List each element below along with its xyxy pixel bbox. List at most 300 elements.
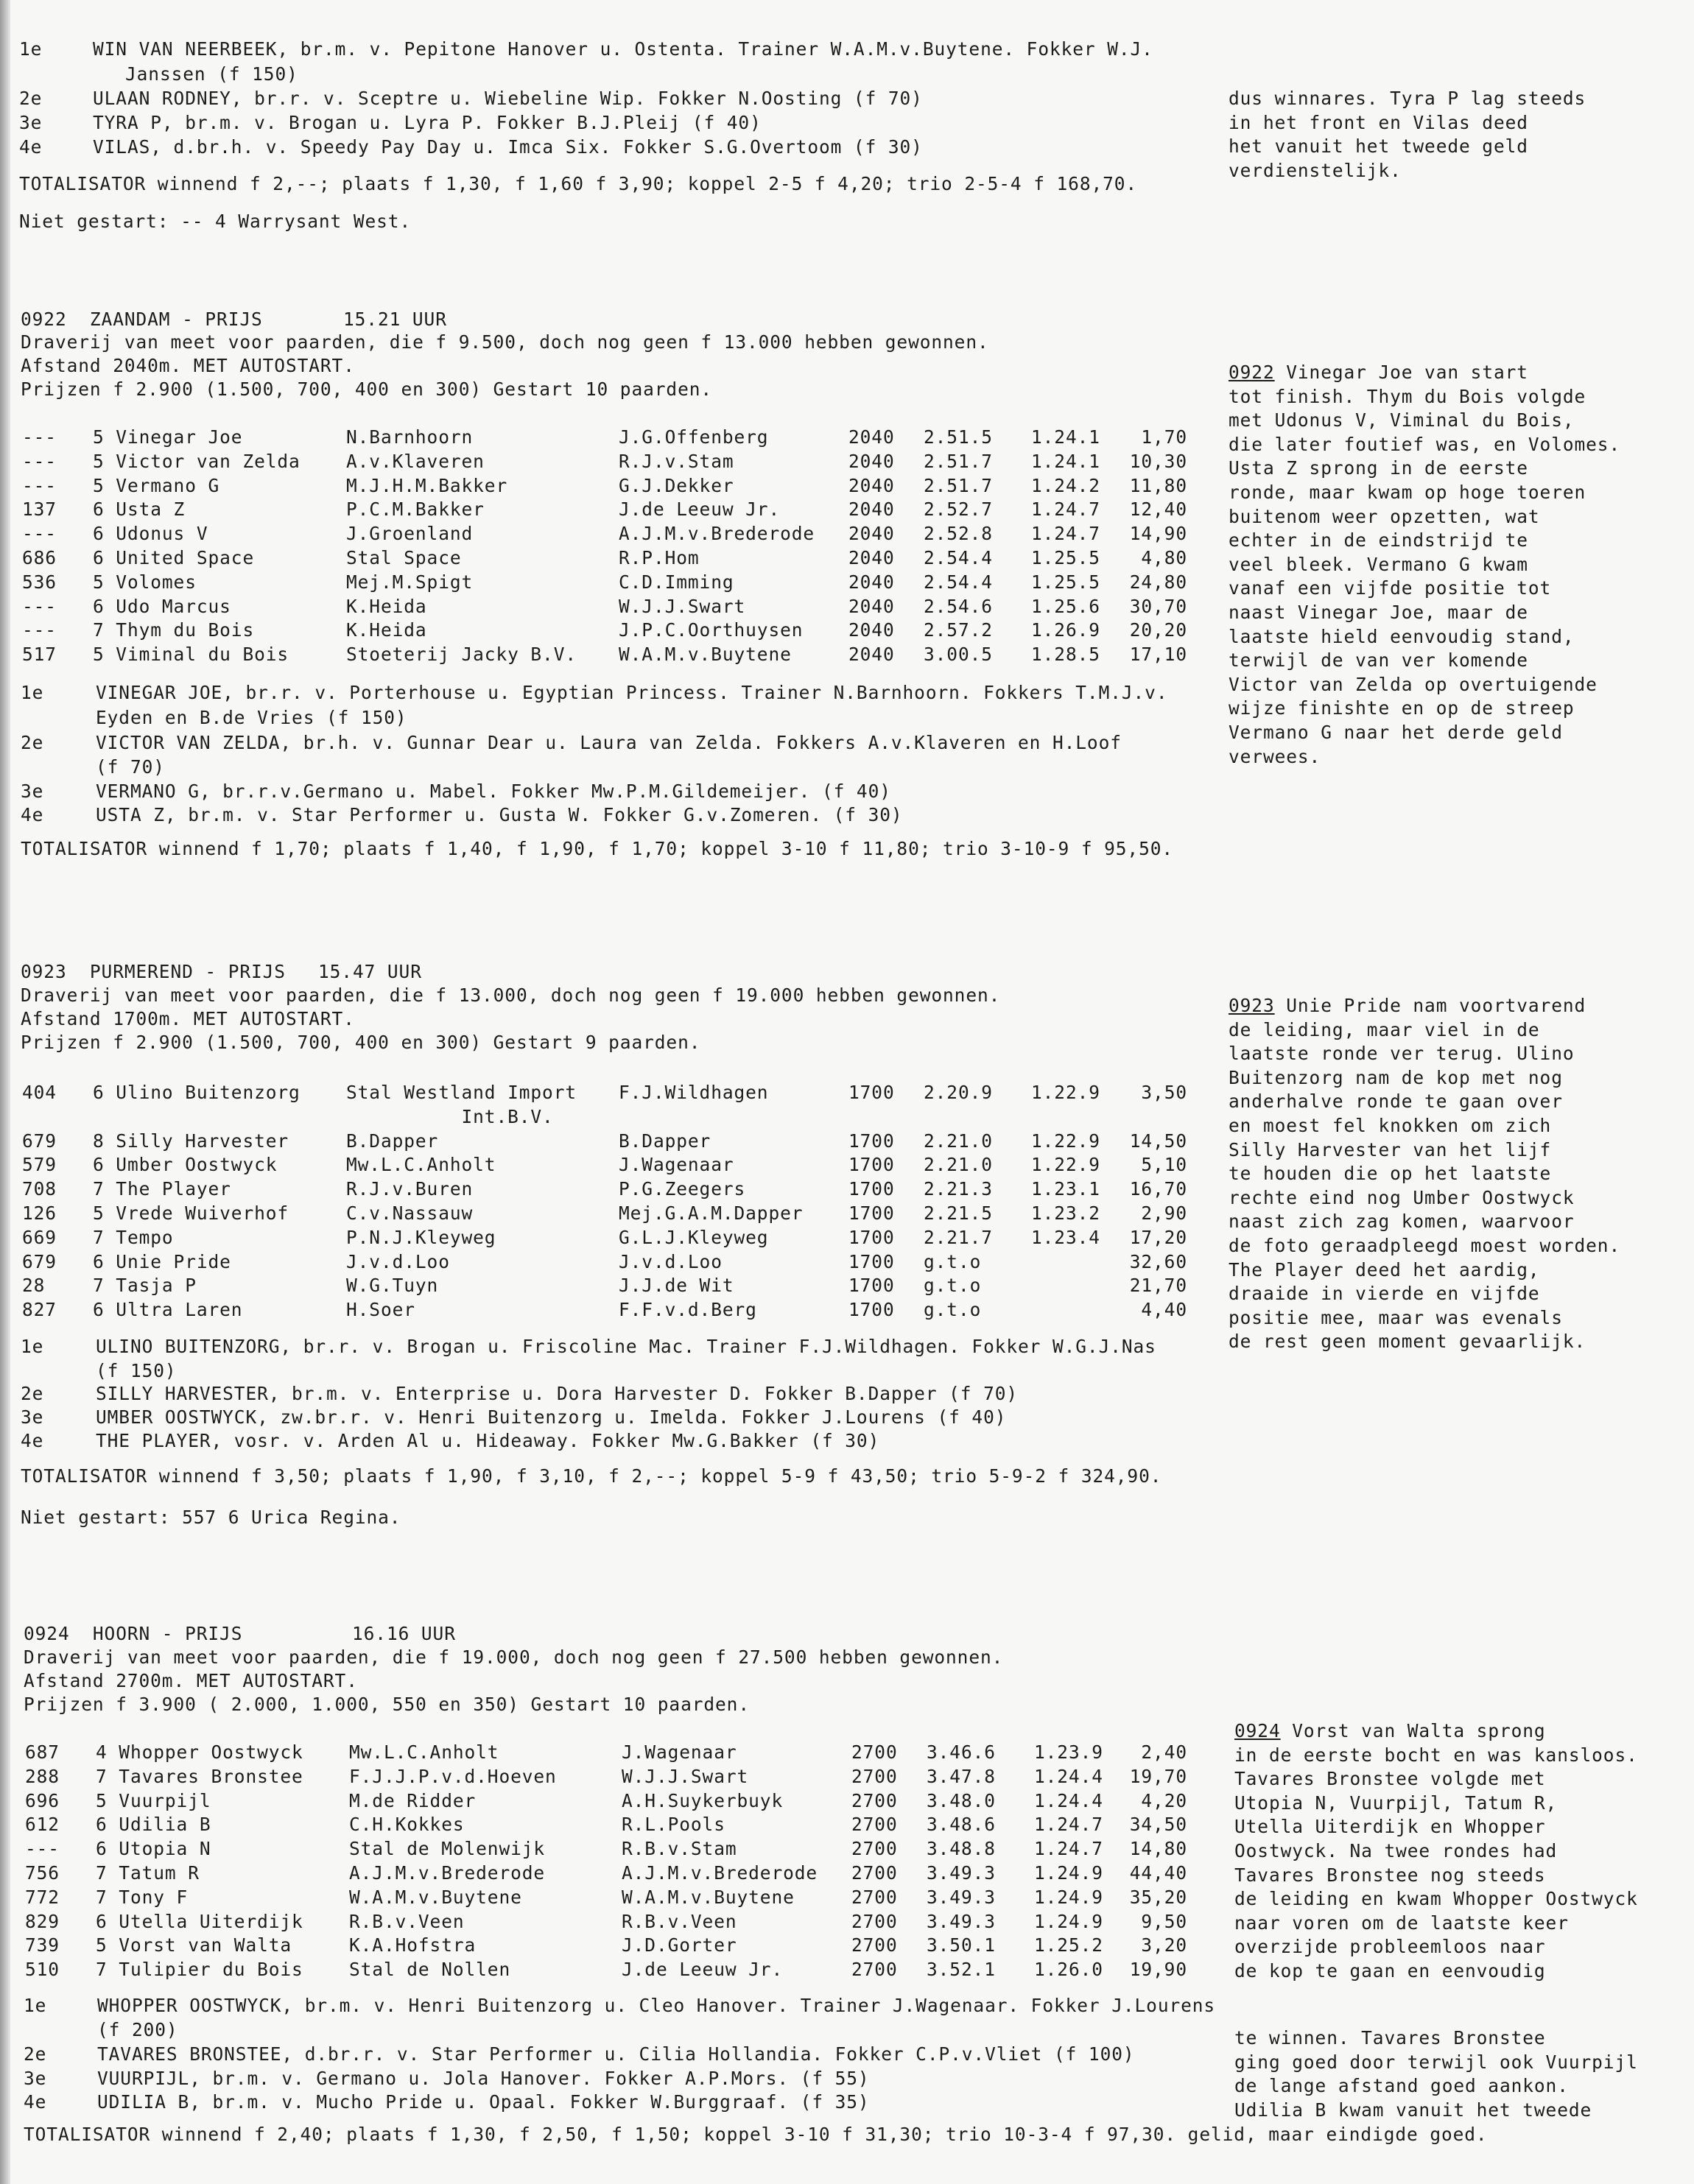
cell-driver: R.B.v.Veen (622, 1910, 737, 1932)
cell-km-time: 1.25.6 (1031, 595, 1100, 617)
cell-total-time: 3.50.1 (927, 1934, 996, 1956)
table-row (22, 1226, 1187, 1250)
table-row (22, 1081, 1187, 1105)
cell-odds: 20,20 (1129, 619, 1187, 641)
placing-pos: 3e (24, 2068, 47, 2089)
table-row (25, 1934, 1187, 1958)
results-table (22, 1081, 1187, 1322)
race-conditions: Draverij van meet voor paarden, die f 9.500, doch nog geen f 13.000 hebben gewonnen. (21, 331, 989, 353)
table-row (22, 1105, 1187, 1130)
cell-horse: 5 Viminal du Bois (93, 644, 289, 666)
cell-km-time: 1.24.7 (1031, 523, 1100, 545)
cell-km-time: 1.25.5 (1031, 546, 1100, 568)
cell-reg-number: 288 (25, 1765, 60, 1787)
placing-text: TYRA P, br.m. v. Brogan u. Lyra P. Fokker B.J.Pleij (f 40) (93, 112, 762, 133)
table-row (25, 1813, 1187, 1837)
cell-distance: 2700 (851, 1741, 898, 1763)
cell-driver: J.P.C.Oorthuysen (619, 619, 804, 641)
cell-distance: 2700 (851, 1765, 898, 1787)
table-row (22, 450, 1187, 474)
table-row (22, 1202, 1187, 1226)
cell-total-time: 3.52.1 (927, 1959, 996, 1981)
cell-total-time: 2.21.0 (924, 1130, 993, 1152)
cell-distance: 2040 (848, 523, 895, 545)
cell-driver: C.D.Imming (619, 571, 734, 593)
cell-horse: 5 Volomes (93, 571, 197, 593)
placing-pos: 4e (24, 2091, 47, 2113)
cell-total-time: g.t.o (924, 1275, 982, 1297)
cell-odds: 5,10 (1141, 1154, 1187, 1176)
cell-distance: 2040 (848, 571, 895, 593)
placing-text: ULAAN RODNEY, br.r. v. Sceptre u. Wiebeline Wip. Fokker N.Oosting (f 70) (93, 88, 923, 109)
cell-reg-number: 137 (22, 499, 57, 521)
cell-total-time: 3.00.5 (924, 644, 993, 666)
cell-owner: B.Dapper (346, 1130, 439, 1152)
cell-distance: 1700 (848, 1178, 895, 1200)
cell-owner: K.Heida (346, 619, 427, 641)
cell-km-time: 1.25.2 (1034, 1934, 1103, 1956)
cell-km-time: 1.24.4 (1034, 1789, 1103, 1811)
cell-owner: H.Soer (346, 1299, 415, 1321)
cell-total-time: 2.51.7 (924, 474, 993, 496)
cell-total-time: 2.20.9 (924, 1082, 993, 1103)
placing-text: THE PLAYER, vosr. v. Arden Al u. Hideaway. Fokker Mw.G.Bakker (f 30) (96, 1430, 880, 1451)
cell-owner: J.Groenland (346, 523, 474, 545)
cell-driver: R.B.v.Stam (622, 1838, 737, 1860)
cell-reg-number: 579 (22, 1154, 57, 1176)
cell-km-time: 1.23.1 (1031, 1178, 1100, 1200)
cell-horse: 4 Whopper Oostwyck (96, 1741, 303, 1763)
cell-reg-number: --- (22, 450, 57, 472)
cell-total-time: 3.46.6 (927, 1741, 996, 1763)
cell-owner: Stal Space (346, 546, 462, 568)
cell-owner: P.N.J.Kleyweg (346, 1226, 496, 1248)
cell-horse: 5 Vermano G (93, 474, 220, 496)
table-row (25, 1741, 1187, 1765)
cell-total-time: 3.47.8 (927, 1765, 996, 1787)
cell-reg-number: 827 (22, 1299, 57, 1321)
cell-distance: 1700 (848, 1154, 895, 1176)
cell-reg-number: 679 (22, 1130, 57, 1152)
cell-km-time: 1.23.2 (1031, 1202, 1100, 1224)
cell-reg-number: 829 (25, 1910, 60, 1932)
cell-owner: W.A.M.v.Buytene (349, 1886, 522, 1908)
cell-owner: Stal Westland Import (346, 1082, 577, 1103)
placing-text: VICTOR VAN ZELDA, br.h. v. Gunnar Dear u. Laura van Zelda. Fokkers A.v.Klaveren en H.Loof (96, 732, 1122, 753)
placing-text-cont: Eyden en B.de Vries (f 150) (96, 707, 407, 728)
cell-driver: J.G.Offenberg (619, 426, 769, 448)
cell-owner: Stal de Molenwijk (349, 1838, 546, 1860)
cell-odds: 9,50 (1141, 1910, 1187, 1932)
cell-driver: R.J.v.Stam (619, 450, 734, 472)
placing-pos: 4e (21, 1430, 44, 1451)
cell-distance: 2700 (851, 1838, 898, 1860)
cell-owner: N.Barnhoorn (346, 426, 474, 448)
cell-driver: F.F.v.d.Berg (619, 1299, 757, 1321)
cell-horse: 8 Silly Harvester (93, 1130, 289, 1152)
cell-horse: 6 Udilia B (96, 1814, 211, 1836)
race-prizes: Prijzen f 2.900 (1.500, 700, 400 en 300) Gestart 10 paarden. (21, 378, 713, 400)
cell-horse: 6 Udonus V (93, 523, 208, 545)
cell-odds: 14,80 (1129, 1838, 1187, 1860)
cell-total-time: 2.21.3 (924, 1178, 993, 1200)
cell-horse: 5 Vorst van Walta (96, 1934, 292, 1956)
cell-distance: 2040 (848, 595, 895, 617)
table-row (22, 426, 1187, 450)
table-row (25, 1910, 1187, 1934)
cell-total-time: 2.21.0 (924, 1154, 993, 1176)
commentary-race-number: 0923 (1229, 995, 1275, 1016)
cell-reg-number: --- (22, 595, 57, 617)
cell-odds: 19,90 (1129, 1959, 1187, 1981)
cell-horse: 6 United Space (93, 546, 255, 568)
cell-km-time: 1.24.9 (1034, 1886, 1103, 1908)
cell-odds: 16,70 (1129, 1178, 1187, 1200)
cell-reg-number: 612 (25, 1814, 60, 1836)
cell-driver: R.P.Hom (619, 546, 700, 568)
placing-text: UMBER OOSTWYCK, zw.br.r. v. Henri Buitenzorg u. Imelda. Fokker J.Lourens (f 40) (96, 1406, 1007, 1428)
cell-driver: B.Dapper (619, 1130, 711, 1152)
cell-owner: M.J.H.M.Bakker (346, 474, 508, 496)
placing-text: VINEGAR JOE, br.r. v. Porterhouse u. Egyptian Princess. Trainer N.Barnhoorn. Fokkers T.M.J.v. (96, 682, 1168, 703)
cell-distance: 1700 (848, 1130, 895, 1152)
cell-total-time: 2.51.5 (924, 426, 993, 448)
cell-odds: 3,50 (1141, 1082, 1187, 1103)
placing-text-cont: (f 150) (96, 1360, 177, 1381)
cell-horse: 5 Vuurpijl (96, 1789, 211, 1811)
cell-odds: 44,40 (1129, 1861, 1187, 1884)
table-row (22, 1250, 1187, 1275)
cell-owner: Mw.L.C.Anholt (349, 1741, 499, 1763)
placing-pos: 3e (19, 112, 43, 133)
cell-km-time: 1.24.7 (1031, 499, 1100, 521)
placing-text-cont: (f 200) (97, 2019, 178, 2040)
table-row (25, 1837, 1187, 1861)
race-distance: Afstand 2700m. MET AUTOSTART. (24, 1670, 358, 1691)
cell-driver: J.v.d.Loo (619, 1250, 723, 1272)
cell-total-time: 3.48.8 (927, 1838, 996, 1860)
cell-distance: 2700 (851, 1886, 898, 1908)
placing-pos: 3e (21, 1406, 44, 1428)
placing-pos: 2e (21, 1383, 44, 1404)
cell-owner: A.J.M.v.Brederode (349, 1861, 546, 1884)
cell-horse: 6 Unie Pride (93, 1250, 231, 1272)
cell-owner: M.de Ridder (349, 1789, 477, 1811)
cell-driver: J.Wagenaar (619, 1154, 734, 1176)
cell-odds: 1,70 (1141, 426, 1187, 448)
placing-text: USTA Z, br.m. v. Star Performer u. Gusta W. Fokker G.v.Zomeren. (f 30) (96, 804, 903, 825)
table-row (22, 1274, 1187, 1298)
not-started-line: Niet gestart: 557 6 Urica Regina. (21, 1507, 401, 1528)
cell-distance: 1700 (848, 1226, 895, 1248)
cell-horse: 7 Tempo (93, 1226, 174, 1248)
cell-reg-number: 28 (22, 1275, 46, 1297)
race-title: 0923 PURMEREND - PRIJS (21, 961, 286, 982)
cell-reg-number: --- (22, 523, 57, 545)
cell-odds: 14,90 (1129, 523, 1187, 545)
cell-km-time: 1.22.9 (1031, 1154, 1100, 1176)
cell-odds: 21,70 (1129, 1275, 1187, 1297)
cell-km-time: 1.23.9 (1034, 1741, 1103, 1763)
table-row (22, 1130, 1187, 1154)
cell-total-time: 2.52.7 (924, 499, 993, 521)
table-row (25, 1958, 1187, 1982)
cell-owner: R.B.v.Veen (349, 1910, 465, 1932)
race-title: 0922 ZAANDAM - PRIJS (21, 309, 263, 330)
cell-odds: 35,20 (1129, 1886, 1187, 1908)
cell-odds: 10,30 (1129, 450, 1187, 472)
cell-distance: 2700 (851, 1861, 898, 1884)
cell-reg-number: 669 (22, 1226, 57, 1248)
cell-km-time: 1.26.0 (1034, 1959, 1103, 1981)
cell-reg-number: --- (25, 1838, 60, 1860)
cell-reg-number: 686 (22, 546, 57, 568)
cell-total-time: 2.57.2 (924, 619, 993, 641)
cell-horse: 5 Victor van Zelda (93, 450, 301, 472)
cell-km-time: 1.28.5 (1031, 644, 1100, 666)
cell-distance: 2700 (851, 1814, 898, 1836)
race-conditions: Draverij van meet voor paarden, die f 13.000, doch nog geen f 19.000 hebben gewonnen. (21, 984, 1001, 1006)
race-prizes: Prijzen f 2.900 (1.500, 700, 400 en 300) Gestart 9 paarden. (21, 1032, 701, 1053)
cell-reg-number: 536 (22, 571, 57, 593)
cell-distance: 1700 (848, 1250, 895, 1272)
cell-km-time: 1.24.2 (1031, 474, 1100, 496)
cell-odds: 14,50 (1129, 1130, 1187, 1152)
cell-reg-number: 708 (22, 1178, 57, 1200)
cell-owner: J.v.d.Loo (346, 1250, 450, 1272)
race-commentary-continued: te winnen. Tavares Bronstee ging goed door terwijl ook Vuurpijl de lange afstand goed aankon. Udilia B kwam vanuit het tweede (1234, 2027, 1638, 2121)
cell-odds: 17,10 (1129, 644, 1187, 666)
cell-distance: 1700 (848, 1275, 895, 1297)
table-row (22, 1153, 1187, 1177)
race-commentary (1234, 1719, 1638, 1984)
cell-driver: G.L.J.Kleyweg (619, 1226, 769, 1248)
race-title: 0924 HOORN - PRIJS (24, 1623, 243, 1644)
cell-km-time: 1.23.4 (1031, 1226, 1100, 1248)
cell-odds: 32,60 (1129, 1250, 1187, 1272)
table-row (22, 1298, 1187, 1322)
cell-owner: R.J.v.Buren (346, 1178, 474, 1200)
cell-odds: 4,80 (1141, 546, 1187, 568)
cell-driver: W.A.M.v.Buytene (619, 644, 792, 666)
cell-horse: 7 Tavares Bronstee (96, 1765, 303, 1787)
race-distance: Afstand 2040m. MET AUTOSTART. (21, 355, 355, 376)
table-row (22, 498, 1187, 522)
cell-total-time: 2.54.4 (924, 571, 993, 593)
table-row (22, 1177, 1187, 1202)
cell-reg-number: 687 (25, 1741, 60, 1763)
cell-driver: W.J.J.Swart (622, 1765, 749, 1787)
cell-reg-number: --- (22, 619, 57, 641)
cell-driver: J.de Leeuw Jr. (619, 499, 781, 521)
cell-odds: 3,20 (1141, 1934, 1187, 1956)
table-row (22, 474, 1187, 499)
race-time: 15.47 UUR (318, 961, 422, 982)
cell-odds: 4,20 (1141, 1789, 1187, 1811)
cell-odds: 12,40 (1129, 499, 1187, 521)
cell-reg-number: 510 (25, 1959, 60, 1981)
race-distance: Afstand 1700m. MET AUTOSTART. (21, 1008, 355, 1029)
cell-reg-number: 772 (25, 1886, 60, 1908)
placing-text: VILAS, d.br.h. v. Speedy Pay Day u. Imca Six. Fokker S.G.Overtoom (f 30) (93, 136, 923, 158)
cell-odds: 2,40 (1141, 1741, 1187, 1763)
cell-total-time: 3.48.0 (927, 1789, 996, 1811)
cell-total-time: 3.49.3 (927, 1886, 996, 1908)
totalisator-line: TOTALISATOR winnend f 1,70; plaats f 1,40, f 1,90, f 1,70; koppel 3-10 f 11,80; trio 3-10-9 f 95,50. (21, 838, 1174, 859)
not-started-line: Niet gestart: -- 4 Warrysant West. (19, 211, 412, 232)
cell-driver: G.J.Dekker (619, 474, 734, 496)
totalisator-line: TOTALISATOR winnend f 2,40; plaats f 1,30, f 2,50, f 1,50; koppel 3-10 f 31,30; trio 10-3-4 f 97,30. gelid, maar eindigde goed. (24, 2124, 1488, 2145)
cell-total-time: 3.48.6 (927, 1814, 996, 1836)
cell-total-time: 2.21.5 (924, 1202, 993, 1224)
table-row (25, 1765, 1187, 1789)
cell-km-time: 1.25.5 (1031, 571, 1100, 593)
cell-driver: W.A.M.v.Buytene (622, 1886, 795, 1908)
cell-horse: 7 Tulipier du Bois (96, 1959, 303, 1981)
placing-pos: 1e (21, 1336, 44, 1357)
race-conditions: Draverij van meet voor paarden, die f 19.000, doch nog geen f 27.500 hebben gewonnen. (24, 1646, 1004, 1668)
cell-driver: Mej.G.A.M.Dapper (619, 1202, 804, 1224)
cell-km-time: 1.24.7 (1034, 1838, 1103, 1860)
cell-km-time: 1.22.9 (1031, 1082, 1100, 1103)
placing-pos: 4e (21, 804, 44, 825)
placing-pos: 3e (21, 781, 44, 802)
cell-owner: Stal de Nollen (349, 1959, 511, 1981)
cell-driver: A.H.Suykerbuyk (622, 1789, 784, 1811)
totalisator-line: TOTALISATOR winnend f 3,50; plaats f 1,90, f 3,10, f 2,--; koppel 5-9 f 43,50; trio 5-9-2 f 324,90. (21, 1465, 1162, 1487)
cell-horse: 7 Tony F (96, 1886, 189, 1908)
placing-text: UDILIA B, br.m. v. Mucho Pride u. Opaal. Fokker W.Burggraaf. (f 35) (97, 2091, 870, 2113)
cell-total-time: 2.54.4 (924, 546, 993, 568)
page-scan-edge (0, 0, 10, 2184)
cell-owner: K.A.Hofstra (349, 1934, 477, 1956)
placing-pos: 4e (19, 136, 43, 158)
race-commentary: dus winnares. Tyra P lag steeds in het front en Vilas deed het vanuit het tweede geld verdienstelijk. (1229, 88, 1586, 181)
cell-driver: W.J.J.Swart (619, 595, 746, 617)
cell-total-time: g.t.o (924, 1250, 982, 1272)
race-prizes: Prijzen f 3.900 ( 2.000, 1.000, 550 en 350) Gestart 10 paarden. (24, 1694, 750, 1715)
cell-total-time: 2.51.7 (924, 450, 993, 472)
cell-km-time: 1.22.9 (1031, 1130, 1100, 1152)
cell-horse: 6 Udo Marcus (93, 595, 231, 617)
cell-driver: J.de Leeuw Jr. (622, 1959, 784, 1981)
results-table (25, 1741, 1187, 1982)
cell-odds: 4,40 (1141, 1299, 1187, 1321)
placing-pos: 2e (21, 732, 44, 753)
cell-distance: 2700 (851, 1934, 898, 1956)
placing-text: SILLY HARVESTER, br.m. v. Enterprise u. Dora Harvester D. Fokker B.Dapper (f 70) (96, 1383, 1019, 1404)
cell-horse: 5 Vinegar Joe (93, 426, 243, 448)
cell-distance: 2040 (848, 644, 895, 666)
cell-reg-number: 696 (25, 1789, 60, 1811)
cell-reg-number: 739 (25, 1934, 60, 1956)
cell-km-time: 1.26.9 (1031, 619, 1100, 641)
placing-pos: 1e (24, 1995, 47, 2016)
cell-total-time: 3.49.3 (927, 1910, 996, 1932)
commentary-race-number: 0924 (1234, 1720, 1281, 1741)
cell-km-time: 1.24.1 (1031, 426, 1100, 448)
cell-distance: 2040 (848, 499, 895, 521)
cell-distance: 1700 (848, 1082, 895, 1103)
race-commentary (1229, 361, 1620, 769)
placing-pos: 1e (21, 682, 44, 703)
cell-driver: R.L.Pools (622, 1814, 725, 1836)
cell-owner: C.H.Kokkes (349, 1814, 465, 1836)
cell-total-time: 2.54.6 (924, 595, 993, 617)
cell-owner: Stoeterij Jacky B.V. (346, 644, 577, 666)
cell-horse: 6 Utella Uiterdijk (96, 1910, 303, 1932)
cell-km-time: 1.24.1 (1031, 450, 1100, 472)
cell-reg-number: 126 (22, 1202, 57, 1224)
table-row (25, 1789, 1187, 1814)
cell-reg-number: --- (22, 474, 57, 496)
cell-distance: 2700 (851, 1959, 898, 1981)
cell-distance: 2700 (851, 1789, 898, 1811)
race-time: 16.16 UUR (352, 1623, 456, 1644)
cell-owner: Mw.L.C.Anholt (346, 1154, 496, 1176)
cell-total-time: 2.52.8 (924, 523, 993, 545)
cell-horse: 6 Umber Oostwyck (93, 1154, 278, 1176)
cell-total-time: 3.49.3 (927, 1861, 996, 1884)
cell-km-time: 1.24.4 (1034, 1765, 1103, 1787)
cell-reg-number: 756 (25, 1861, 60, 1884)
cell-owner: Mej.M.Spigt (346, 571, 474, 593)
race-commentary (1229, 994, 1620, 1354)
cell-distance: 1700 (848, 1299, 895, 1321)
cell-horse: 6 Usta Z (93, 499, 186, 521)
cell-distance: 2700 (851, 1910, 898, 1932)
cell-reg-number: 517 (22, 644, 57, 666)
cell-distance: 2040 (848, 426, 895, 448)
placing-text: ULINO BUITENZORG, br.r. v. Brogan u. Friscoline Mac. Trainer F.J.Wildhagen. Fokker W.G.J.Nas (96, 1336, 1156, 1357)
cell-driver: A.J.M.v.Brederode (619, 523, 815, 545)
cell-horse: 7 Thym du Bois (93, 619, 255, 641)
commentary-text: Unie Pride nam voortvarend de leiding, maar viel in de laatste ronde ver terug. Ulino Buitenzorg nam de kop met nog anderhalve ronde te gaan over en moest fel knokken om zich Silly Harvester van het lijf te houden die op het laatste rechte eind nog Umber Oostwyck naast zich zag komen, waarvoor de foto geraadpleegd moest worden. The Player deed het aardig, draaide in vierde en vijfde positie mee, maar was evenals de rest geen moment gevaarlijk. (1229, 995, 1621, 1353)
placing-pos: 1e (19, 38, 43, 60)
placing-text-cont: Janssen (f 150) (125, 63, 298, 85)
cell-odds: 11,80 (1129, 474, 1187, 496)
cell-horse: 6 Ultra Laren (93, 1299, 243, 1321)
commentary-race-number: 0922 (1229, 362, 1275, 383)
table-row (25, 1886, 1187, 1910)
cell-distance: 2040 (848, 546, 895, 568)
cell-odds: 19,70 (1129, 1765, 1187, 1787)
cell-horse: 7 The Player (93, 1178, 231, 1200)
cell-driver: J.Wagenaar (622, 1741, 737, 1763)
cell-odds: 30,70 (1129, 595, 1187, 617)
cell-distance: 2040 (848, 450, 895, 472)
cell-horse: 5 Vrede Wuiverhof (93, 1202, 289, 1224)
cell-odds: 2,90 (1141, 1202, 1187, 1224)
cell-owner: A.v.Klaveren (346, 450, 485, 472)
placing-text: VUURPIJL, br.m. v. Germano u. Jola Hanover. Fokker A.P.Mors. (f 55) (97, 2068, 870, 2089)
cell-odds: 24,80 (1129, 571, 1187, 593)
table-row (22, 643, 1187, 667)
totalisator-line: TOTALISATOR winnend f 2,--; plaats f 1,30, f 1,60 f 3,90; koppel 2-5 f 4,20; trio 2-5-4 f 168,70. (19, 173, 1138, 194)
cell-driver: F.J.Wildhagen (619, 1082, 769, 1103)
cell-reg-number: --- (22, 426, 57, 448)
table-row (22, 619, 1187, 643)
commentary-text: Vinegar Joe van start tot finish. Thym du Bois volgde met Udonus V, Viminal du Bois, die later foutief was, en Volomes. Usta Z sprong in de eerste ronde, maar kwam op hoge toeren buitenom weer opzetten, wat echter in de eindstrijd te veel bleek. Vermano G kwam vanaf een vijfde positie tot naast Vinegar Joe, maar de laatste hield eenvoudig stand, terwijl de van ver komende Victor van Zelda op overtuigende wijze finishte en op de streep Vermano G naar het derde geld verwees. (1229, 362, 1621, 767)
cell-distance: 1700 (848, 1202, 895, 1224)
cell-km-time: 1.24.9 (1034, 1910, 1103, 1932)
cell-horse: 7 Tasja P (93, 1275, 197, 1297)
cell-horse: 6 Ulino Buitenzorg (93, 1082, 301, 1103)
table-row (22, 595, 1187, 619)
cell-horse: 6 Utopia N (96, 1838, 211, 1860)
cell-total-time: g.t.o (924, 1299, 982, 1321)
placing-text: TAVARES BRONSTEE, d.br.r. v. Star Performer u. Cilia Hollandia. Fokker C.P.v.Vliet (f 100) (97, 2043, 1135, 2065)
